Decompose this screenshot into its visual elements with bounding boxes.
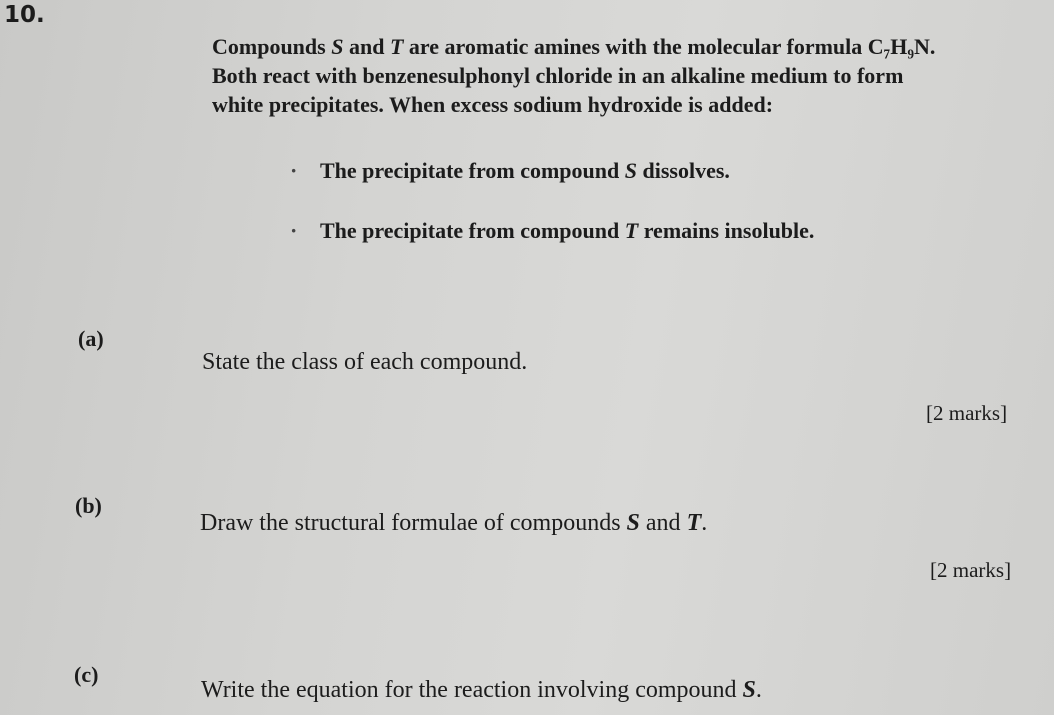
part-a-marks: [2 marks] [926,401,1008,425]
bullet-dot-icon: · [290,218,298,243]
question-number: 10. [4,2,45,28]
part-c-label: (c) [74,662,99,687]
intro-line-1: Compounds S and T are aromatic amines with the molecular formula C₇H₉N. [212,34,936,59]
intro-line-3: white precipitates. When excess sodium hydroxide is added: [212,92,774,117]
part-b-prompt: Draw the structural formulae of compounds S and T. [200,510,708,536]
bullet-item-1 [290,158,730,184]
intro-line-2: Both react with benzenesulphonyl chloride in an alkaline medium to form [212,63,904,88]
part-b-label: (b) [75,493,102,518]
bullet-item-2 [290,218,814,244]
bullet-dot-icon: · [290,158,298,183]
part-c-prompt: Write the equation for the reaction involving compound S. [201,677,762,703]
part-a-prompt: State the class of each compound. [202,349,528,375]
part-b-marks: [2 marks] [930,558,1012,582]
bullet-text-2: The precipitate from compound T remains insoluble. [320,218,815,243]
bullet-text-1: The precipitate from compound S dissolves. [320,158,730,183]
question-intro [212,32,1004,119]
part-a-label: (a) [78,326,104,351]
